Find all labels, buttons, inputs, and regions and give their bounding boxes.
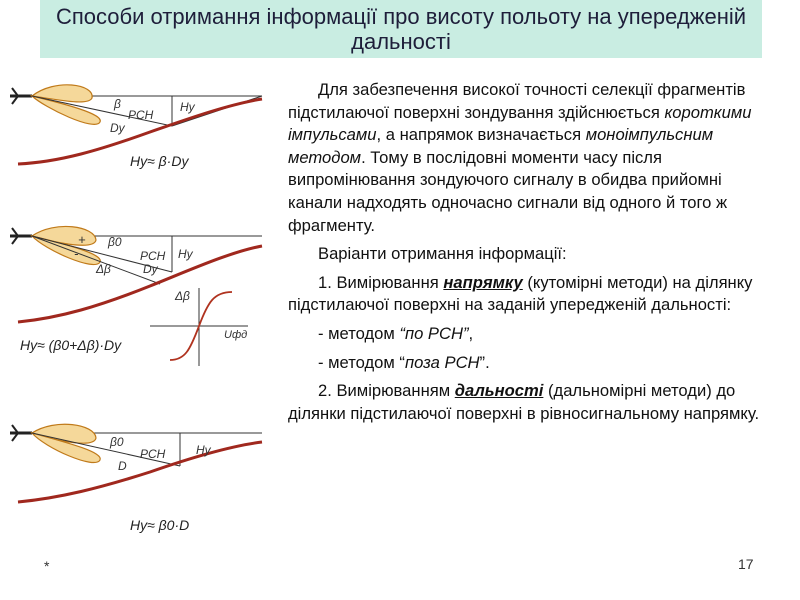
label-rsn: РСН [140,447,166,461]
label-beta0: β0 [110,435,124,449]
label-u-axis: Uфд [224,329,248,341]
label-dy: Dу [110,121,125,135]
diagrams [0,0,290,560]
paragraph-4: - методом “по РСН”, [318,323,474,343]
formula-1: Hу≈ β·Dу [130,153,189,169]
paragraph-3: 1. Вимірювання напрямку (кутомірні методи) на ділянку підстилаючої поверхні на заданій упередженій дальності: [288,272,753,315]
page-number: 17 [738,556,754,572]
label-beta0: β0 [108,235,122,249]
label-rsn: РСН [140,249,166,263]
paragraph-6: 2. Вимірюванням дальності (дальномірні методи) до ділянки підстилаючої поверхні в рівносигнальному напрямку. [288,381,760,423]
body-text [288,79,778,431]
paragraph-1: Для забезпечення високої точності селекції фрагментів підстилаючої поверхні зондування здійснюється короткими імпульсами, а напрямок визначається моноімпульсним методом. Тому в послідовні моменти часу після випромінювання зондуючого сигналу в обидва прийомні канали надходять одночасно сигнали від одного й того ж фрагменту. [288,80,752,235]
label-d: D [118,459,127,473]
label-dbeta-axis: Δβ [175,289,190,303]
label-dbeta: Δβ [96,262,111,276]
diagram-1 [10,85,262,169]
label-plus: + [78,232,86,247]
label-beta: β [114,97,121,111]
paragraph-5: - методом “поза РСН”. [318,352,490,372]
label-hy: Hу [178,247,193,261]
footer-asterisk: * [44,558,50,574]
diagram-3 [10,424,262,533]
formula-3: Hу≈ β0·D [130,517,190,533]
formula-2: Hу≈ (β0+Δβ)·Dу [20,337,122,353]
diagram-2 [10,226,262,366]
label-hy: Hу [180,100,195,114]
label-hy: Hу [196,443,211,457]
label-dy: Dу [143,262,158,276]
slide-title: Способи отримання інформації про висоту польоту на упередженій дальності [55,4,747,54]
paragraph-2: Варіанти отримання інформації: [318,244,567,264]
label-minus: - [74,246,79,261]
label-rsn: РСН [128,108,154,122]
